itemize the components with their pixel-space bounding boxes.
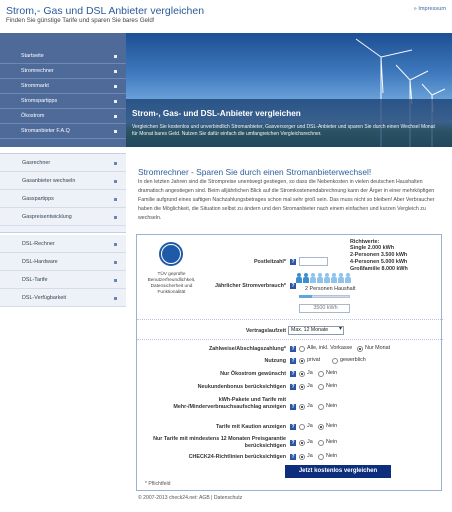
site-subtitle: Finden Sie günstige Tarife und sparen Sie bares Geld!	[6, 17, 155, 24]
household-person-icon[interactable]	[310, 273, 316, 283]
guarantee-yes-radio[interactable]	[299, 440, 305, 446]
sidebar-item-stromrechner[interactable]: Stromrechner	[0, 64, 126, 79]
contract-label: Vertragslaufzeit	[245, 328, 286, 334]
payment-all-radio[interactable]	[299, 346, 305, 352]
intro-text: In den letzten Jahren sind die Strompreise unentwegt gestiegen, so dass die Nebenkosten in vielen deutschen Haushalten dramatisch angestiegen sind. Beim alljährlichen Blick auf die Stromkostenendabrechnung kann der Ärger in einer mehrköpfigen Familie aufgrund eines saftigen Nachzahlungsbetrages schon mal sehr groß sein. Das muss nicht so bleiben! Aber Verbraucher haben die Möglichkeit, die Situation selbst zu ändern und den Stromanbieter nach einem einfachen und kurzen Vergleich zu wechseln.	[138, 179, 435, 221]
footer-text: © 2007-2013 check24.net: AGB | Datenschutz	[138, 495, 243, 501]
check24-no-label: Nein	[326, 453, 338, 459]
hero-text: Vergleichen Sie kostenlos und unverbindlich Stromanbieter, Gasversorger und DSL-Anbieter und sparen Sie durch einen Wechsel Monat für Monat bares Geld. Nutzen Sie dafür einfach die umfangreichen Vergleichsrechner.	[132, 124, 435, 137]
postcode-help-icon[interactable]: ?	[291, 259, 295, 265]
hero-banner	[126, 33, 452, 147]
packages-yes-label: Ja	[307, 403, 313, 409]
sidebar-item-dsl-hardware[interactable]: DSL-Hardware	[0, 253, 126, 271]
household-person-icon[interactable]	[296, 273, 302, 283]
reference-single: Single 2.000 kWh	[350, 245, 395, 251]
deposit-label: Tarife mit Kaution anzeigen	[216, 424, 286, 430]
hero-title: Strom-, Gas- und DSL-Anbieter vergleichen	[132, 109, 301, 118]
payment-all-label: Alle, inkl. Vorkasse	[307, 345, 353, 351]
check24-no-radio[interactable]	[318, 454, 324, 460]
eco-yes-radio[interactable]	[299, 371, 305, 377]
sidebar-item-dsl-rechner[interactable]: DSL-Rechner	[0, 235, 126, 253]
consumption-input[interactable]: 3500 kWh	[299, 304, 350, 313]
deposit-yes-label: Ja	[307, 423, 313, 429]
deposit-no-radio[interactable]	[318, 424, 324, 430]
reference-four-persons: 4-Personen 5.000 kWh	[350, 259, 408, 265]
payment-month-radio[interactable]	[357, 346, 363, 352]
usage-private-radio[interactable]	[299, 358, 305, 364]
hero-text-band	[126, 99, 452, 147]
sidebar-item-gasspartipps[interactable]: Gasspartipps	[0, 190, 126, 208]
contract-select[interactable]: Max. 12 Monate ▾	[288, 326, 344, 335]
guarantee-help-icon[interactable]: ?	[291, 440, 295, 446]
household-person-icon[interactable]	[324, 273, 330, 283]
usage-business-radio[interactable]	[332, 358, 338, 364]
guarantee-yes-label: Ja	[307, 439, 313, 445]
household-slider-fill	[299, 295, 312, 298]
eco-label: Nur Ökostrom gewünscht	[220, 371, 286, 377]
compare-submit-button[interactable]: Jetzt kostenlos vergleichen	[285, 465, 391, 478]
bonus-no-radio[interactable]	[318, 384, 324, 390]
packages-label: kWh-Pakete und Tarife mit Mehr-/Minderverbrauchsaufschlag anzeigen	[173, 397, 286, 410]
site-header	[0, 0, 452, 33]
consumption-label: Jährlicher Stromverbrauch*	[214, 283, 286, 289]
guarantee-no-radio[interactable]	[318, 440, 324, 446]
reference-two-persons: 2-Personen 3.500 kWh	[350, 252, 408, 258]
electricity-calculator-form	[136, 234, 442, 491]
form-divider	[137, 319, 443, 320]
deposit-no-label: Nein	[326, 423, 338, 429]
usage-label: Nutzung	[264, 358, 286, 364]
sidebar-main-nav	[0, 33, 126, 147]
packages-help-icon[interactable]: ?	[291, 404, 295, 410]
sidebar-item-strommarkt[interactable]: Strommarkt	[0, 79, 126, 94]
packages-no-radio[interactable]	[318, 404, 324, 410]
household-label: 2 Personen Haushalt	[305, 286, 356, 292]
packages-yes-radio[interactable]	[299, 404, 305, 410]
bonus-no-label: Nein	[326, 383, 338, 389]
check24-help-icon[interactable]: ?	[291, 454, 295, 460]
payment-help-icon[interactable]: ?	[291, 346, 295, 352]
sidebar-dsl-nav	[0, 235, 126, 307]
required-field-note: * Pflichtfeld	[145, 481, 171, 487]
household-person-icon[interactable]	[345, 273, 351, 283]
sidebar-item-stromanbieter-faq[interactable]: Stromanbieter F.A.Q	[0, 124, 126, 139]
eco-no-label: Nein	[326, 370, 338, 376]
bonus-label: Neukundenbonus berücksichtigen	[197, 384, 286, 390]
main-title: Stromrechner - Sparen Sie durch einen Stromanbieterwechsel!	[138, 167, 372, 177]
household-person-icon[interactable]	[303, 273, 309, 283]
form-divider	[137, 339, 443, 340]
sidebar-item-gasanbieter-wechseln[interactable]: Gasanbieter wechseln	[0, 172, 126, 190]
sidebar-item-gaspreisentwicklung[interactable]: Gaspreisentwicklung	[0, 208, 126, 226]
sidebar-item-dsl-verfuegbarkeit[interactable]: DSL-Verfügbarkeit	[0, 289, 126, 307]
guarantee-no-label: Nein	[326, 439, 338, 445]
sidebar	[0, 33, 126, 512]
impressum-link[interactable]: » Impressum	[413, 6, 446, 12]
check24-label: CHECK24-Richtlinien berücksichtigen	[188, 454, 286, 460]
sidebar-item-stromspartipps[interactable]: Stromspartipps	[0, 94, 126, 109]
household-person-icon[interactable]	[317, 273, 323, 283]
deposit-yes-radio[interactable]	[299, 424, 305, 430]
bonus-help-icon[interactable]: ?	[291, 384, 295, 390]
payment-month-label: Nur Monat	[365, 345, 391, 351]
eco-yes-label: Ja	[307, 370, 313, 376]
bonus-yes-radio[interactable]	[299, 384, 305, 390]
sidebar-item-oekostrom[interactable]: Ökostrom	[0, 109, 126, 124]
sidebar-item-startseite[interactable]: Startseite	[0, 49, 126, 64]
usage-help-icon[interactable]: ?	[291, 358, 295, 364]
guarantee-label: Nur Tarife mit mindestens 12 Monaten Preisgarantie berücksichtigen	[153, 436, 286, 449]
household-person-icon[interactable]	[331, 273, 337, 283]
reference-title: Richtwerte:	[350, 239, 380, 245]
reference-large-family: Großfamilie 8.000 kWh	[350, 266, 408, 272]
usage-private-label: privat	[307, 357, 321, 363]
postcode-input[interactable]	[299, 257, 328, 266]
eco-help-icon[interactable]: ?	[291, 371, 295, 377]
check24-yes-label: Ja	[307, 453, 313, 459]
packages-no-label: Nein	[326, 403, 338, 409]
deposit-help-icon[interactable]: ?	[291, 424, 295, 430]
payment-label: Zahlweise/Abschlagszahlung*	[209, 346, 286, 352]
consumption-help-icon[interactable]: ?	[291, 283, 295, 289]
bonus-yes-label: Ja	[307, 383, 313, 389]
postcode-label: Postleitzahl*	[253, 259, 286, 265]
household-person-icon[interactable]	[338, 273, 344, 283]
sidebar-item-dsl-tarife[interactable]: DSL-Tarife	[0, 271, 126, 289]
sidebar-item-gasrechner[interactable]: Gasrechner	[0, 154, 126, 172]
site-title: Strom,- Gas und DSL Anbieter vergleichen	[6, 5, 205, 17]
tuv-badge-caption: TÜV geprüfte Benutzerfreundlichkeit, Datensicherheit und Funktionalität	[147, 271, 196, 294]
check24-yes-radio[interactable]	[299, 454, 305, 460]
usage-business-label: gewerblich	[340, 357, 366, 363]
sidebar-gas-nav	[0, 153, 126, 233]
eco-no-radio[interactable]	[318, 371, 324, 377]
main-content	[126, 147, 452, 512]
